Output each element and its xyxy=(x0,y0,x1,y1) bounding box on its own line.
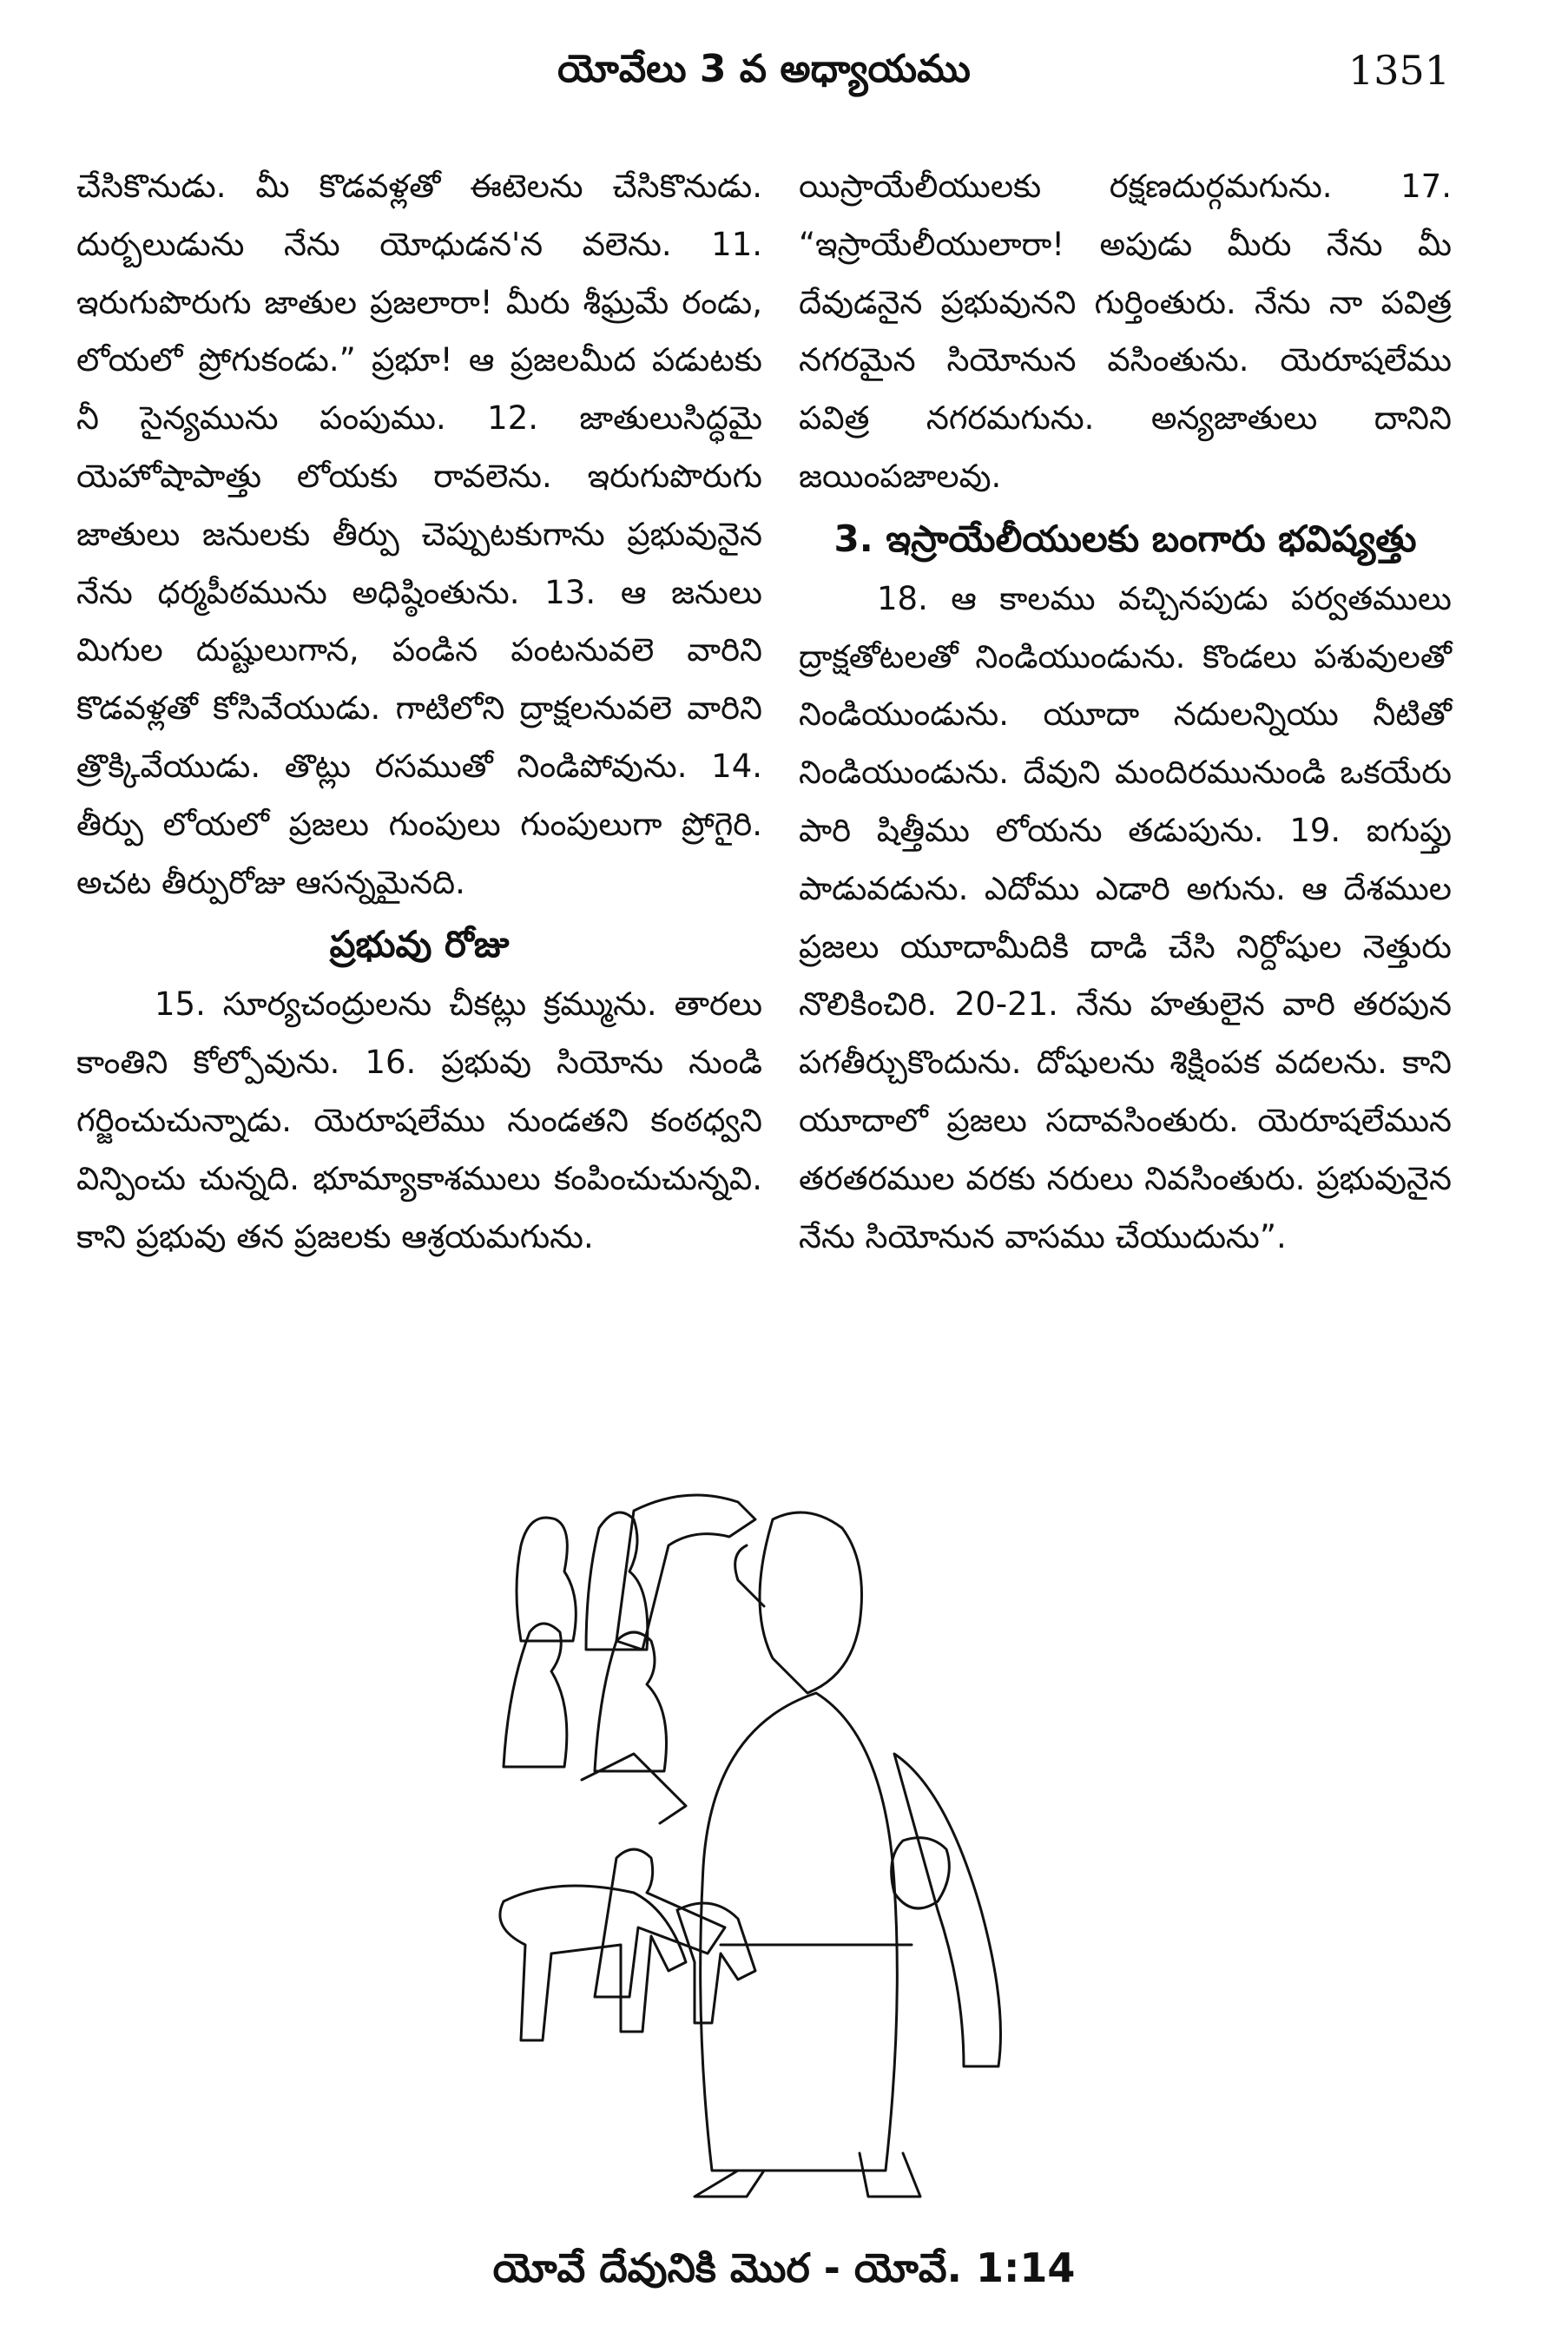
left-paragraph-2: 15. సూర్యచంద్రులను చీకట్లు క్రమ్మును. తారలు కాంతిని కోల్పోవును. 16. ప్రభువు సియోను నుండి గర్జించుచున్నాడు. యెరూషలేము నుండతని కంఠధ్వని విన్పించు చున్నది. భూమ్యాకాశములు కంపించుచున్నవి. కాని ప్రభువు తన ప్రజలకు ఆశ్రయమగును. xyxy=(76,985,762,1255)
left-column xyxy=(76,158,762,1266)
prophet-illustration xyxy=(486,1493,1085,2205)
animals xyxy=(500,1886,755,2040)
section-heading-lords-day: ప్రభువు రోజు xyxy=(329,923,510,966)
right-paragraph-1: యిస్రాయేలీయులకు రక్షణదుర్గమగును. 17. “ఇస్రాయేలీయులారా! అపుడు మీరు నేను మీ దేవుడనైన ప్రభువునని గుర్తింతురు. నేను నా పవిత్ర నగరమైన సియోనున వసింతును. యెరూషలేము పవిత్ర నగరమగును. అన్యజాతులు దానిని జయింపజాలవు. xyxy=(799,168,1452,495)
right-column xyxy=(799,158,1452,1266)
prophet-figure xyxy=(616,1495,1001,2197)
figure-caption: యోవే దేవునికి మొర - యోవే. 1:14 xyxy=(492,2244,1076,2291)
chapter-title: యోవేలు 3 వ అధ్యాయము xyxy=(557,47,971,91)
section-heading-golden-future: 3. ఇస్రాయేలీయులకు బంగారు భవిష్యత్తు xyxy=(833,517,1417,560)
left-paragraph-1: చేసికొనుడు. మీ కొడవళ్లతో ఈటెలను చేసికొనుడు. దుర్బలుడును నేను యోధుడన'న వలెను. 11. ఇరుగుపొరుగు జాతుల ప్రజలారా! మీరు శీఘ్రమే రండు, లోయలో ప్రోగుకండు.” ప్రభూ! ఆ ప్రజలమీద పడుటకు నీ సైన్యమును పంపుము. 12. జాతులుసిద్ధమై యెహోషాపాత్తు లోయకు రావలెను. ఇరుగుపొరుగు జాతులు జనులకు తీర్పు చెప్పుటకుగాను ప్రభువునైన నేను ధర్మపీఠమును అధిష్ఠింతును. 13. ఆ జనులు మిగుల దుష్టులుగాన, పండిన పంటనువలె వారిని కొడవళ్లతో కోసివేయుడు. గాటిలోని ద్రాక్షలనువలె వారిని త్రొక్కివేయుడు. తొట్లు రసముతో నిండిపోవును. 14. తీర్పు లోయలో ప్రజలు గుంపులు గుంపులుగా ప్రోగైరి. అచట తీర్పురోజు ఆసన్నమైనది. xyxy=(76,168,762,901)
crowd-figures xyxy=(504,1512,725,1997)
right-paragraph-2: 18. ఆ కాలము వచ్చినపుడు పర్వతములు ద్రాక్షతోటలతో నిండియుండును. కొండలు పశువులతో నిండియుండును. యూదా నదులన్నియు నీటితో నిండియుండును. దేవుని మందిరమునుండి ఒకయేరు పారి షిత్తీము లోయను తడుపును. 19. ఐగుప్తు పాడువడును. ఎదోము ఎడారి అగును. ఆ దేశముల ప్రజలు యూదామీదికి దాడి చేసి నిర్దోషుల నెత్తురు నొలికించిరి. 20-21. నేను హతులైన వారి తరపున పగతీర్చుకొందును. దోషులను శిక్షింపక వదలను. కాని యూదాలో ప్రజలు సదావసింతురు. యెరూషలేమున తరతరముల వరకు నరులు నివసింతురు. ప్రభువునైన నేను సియోనున వాసము చేయుదును”. xyxy=(799,579,1452,1255)
page-number: 1351 xyxy=(1347,47,1450,94)
page-header xyxy=(78,38,1450,108)
